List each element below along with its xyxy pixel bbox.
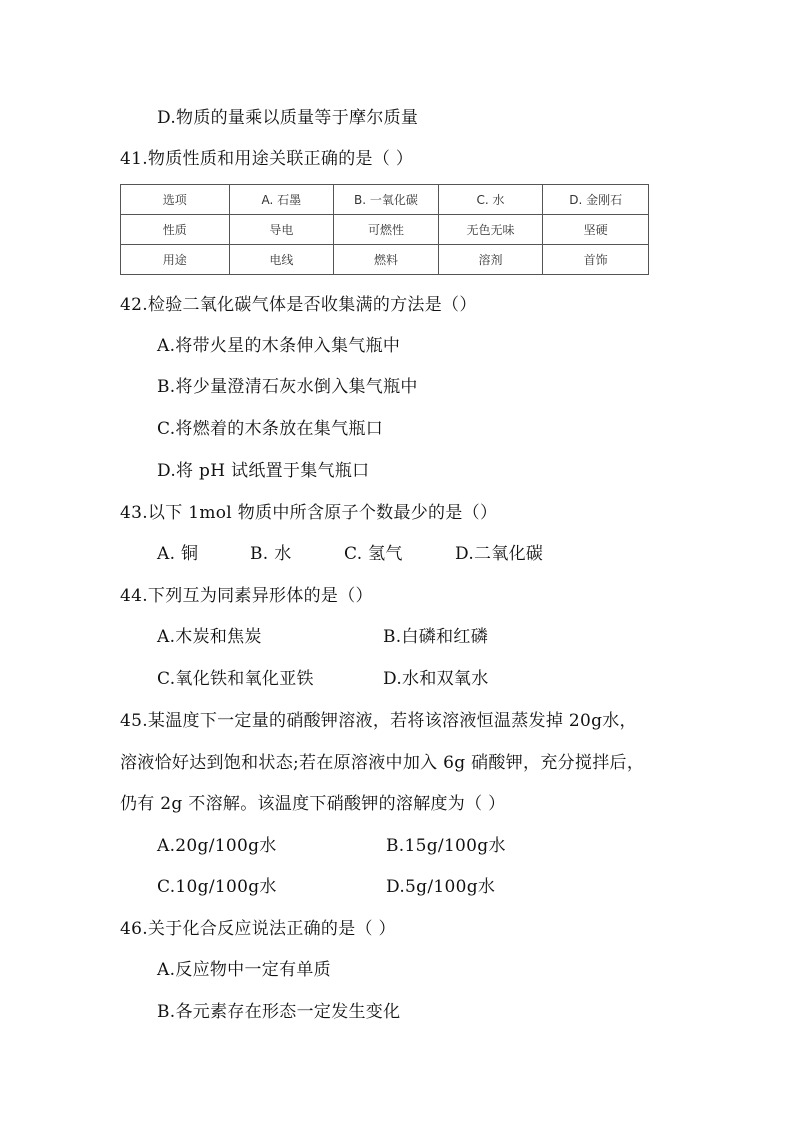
table-cell: 溶剂 bbox=[438, 245, 543, 275]
q43-option-c: C. 氢气 bbox=[344, 544, 403, 564]
q45-stem-line3: 仍有 2g 不溶解。该温度下硝酸钾的溶解度为（ ） bbox=[120, 794, 506, 814]
table-cell: A. 石墨 bbox=[229, 185, 334, 215]
q45-option-b: B.15g/100g水 bbox=[386, 836, 506, 856]
table-cell: 无色无味 bbox=[438, 215, 543, 245]
q46-option-b: B.各元素存在形态一定发生变化 bbox=[157, 1002, 401, 1022]
q43-stem: 43.以下 1mol 物质中所含原子个数最少的是（） bbox=[120, 503, 498, 523]
table-cell: 可燃性 bbox=[334, 215, 439, 245]
q41-property-table bbox=[120, 184, 649, 275]
q45-option-c: C.10g/100g水 bbox=[157, 877, 277, 897]
q44-option-b: B.白磷和红磷 bbox=[383, 627, 488, 647]
q43-option-b: B. 水 bbox=[250, 544, 292, 564]
q45-stem-line2: 溶液恰好达到饱和状态;若在原溶液中加入 6g 硝酸钾，充分搅拌后， bbox=[120, 753, 645, 773]
table-cell: 用途 bbox=[121, 245, 230, 275]
table-cell: 性质 bbox=[121, 215, 230, 245]
q42-option-c: C.将燃着的木条放在集气瓶口 bbox=[157, 419, 384, 439]
q41-stem: 41.物质性质和用途关联正确的是（ ） bbox=[120, 149, 414, 169]
table-cell: 燃料 bbox=[334, 245, 439, 275]
q44-option-c: C.氧化铁和氧化亚铁 bbox=[157, 669, 314, 689]
table-cell: 导电 bbox=[229, 215, 334, 245]
q44-stem: 44.下列互为同素异形体的是（） bbox=[120, 586, 373, 606]
q44-option-a: A.木炭和焦炭 bbox=[157, 627, 262, 647]
q43-option-d: D.二氧化碳 bbox=[455, 544, 544, 564]
table-cell: 选项 bbox=[121, 185, 230, 215]
q42-option-a: A.将带火星的木条伸入集气瓶中 bbox=[157, 336, 401, 356]
table-cell: C. 水 bbox=[438, 185, 543, 215]
table-cell: 首饰 bbox=[543, 245, 649, 275]
q46-option-a: A.反应物中一定有单质 bbox=[157, 960, 331, 980]
q45-stem-line1: 45.某温度下一定量的硝酸钾溶液，若将该溶液恒温蒸发掉 20g水， bbox=[120, 711, 637, 731]
q45-option-a: A.20g/100g水 bbox=[157, 836, 277, 856]
q40-option-d: D.物质的量乘以质量等于摩尔质量 bbox=[157, 108, 419, 128]
table-row bbox=[121, 215, 649, 245]
q46-stem: 46.关于化合反应说法正确的是（ ） bbox=[120, 919, 396, 939]
q42-stem: 42.检验二氧化碳气体是否收集满的方法是（） bbox=[120, 295, 477, 315]
q42-option-b: B.将少量澄清石灰水倒入集气瓶中 bbox=[157, 377, 418, 397]
table-row bbox=[121, 245, 649, 275]
table-cell: 坚硬 bbox=[543, 215, 649, 245]
q42-option-d: D.将 pH 试纸置于集气瓶口 bbox=[157, 461, 370, 481]
q44-option-d: D.水和双氧水 bbox=[383, 669, 489, 689]
table-header-row bbox=[121, 185, 649, 215]
table-cell: D. 金刚石 bbox=[543, 185, 649, 215]
table-cell: 电线 bbox=[229, 245, 334, 275]
q43-option-a: A. 铜 bbox=[157, 544, 199, 564]
table-cell: B. 一氧化碳 bbox=[334, 185, 439, 215]
q45-option-d: D.5g/100g水 bbox=[386, 877, 496, 897]
